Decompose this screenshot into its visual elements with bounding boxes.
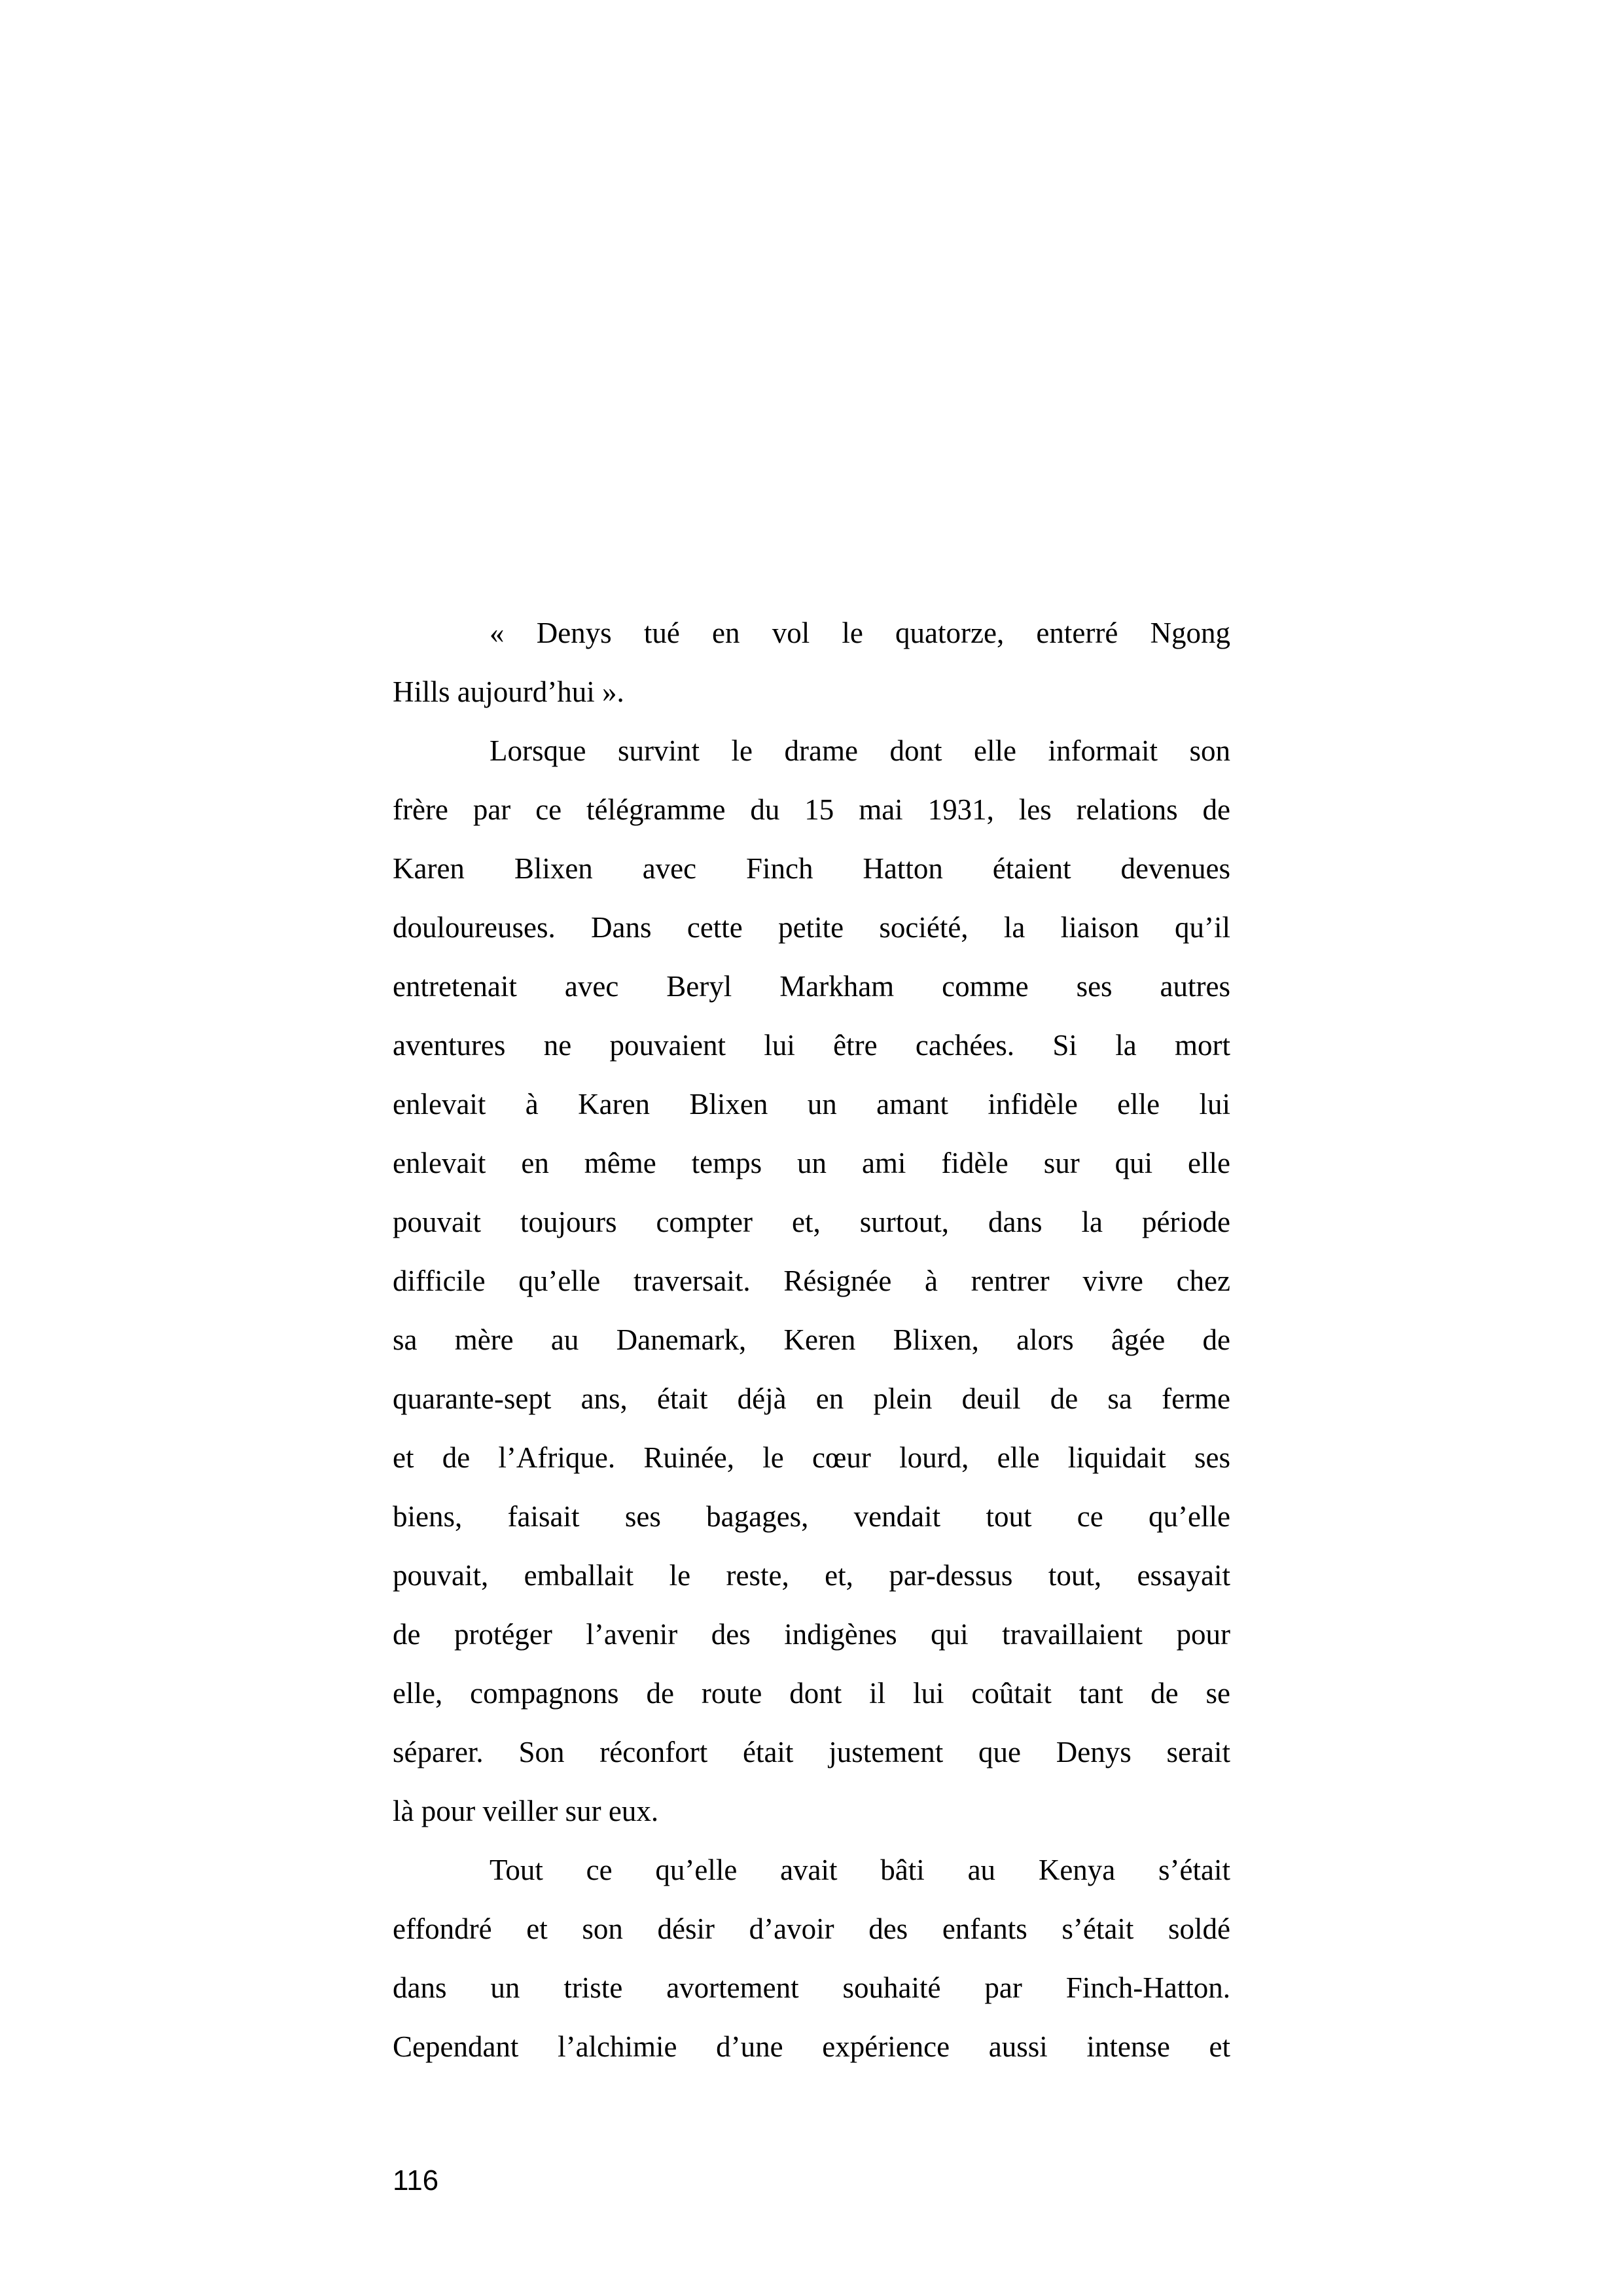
text-line: entretenait avec Beryl Markham comme ses autres bbox=[393, 970, 1230, 1003]
text-line: difficile qu’elle traversait. Résignée à rentrer vivre chez bbox=[393, 1265, 1230, 1297]
text-line: Cependant l’alchimie d’une expérience aussi intense et bbox=[393, 2030, 1230, 2063]
text-line: Karen Blixen avec Finch Hatton étaient devenues bbox=[393, 852, 1230, 885]
page-number: 116 bbox=[393, 2164, 439, 2197]
text-line: Hills aujourd’hui ». bbox=[393, 675, 624, 708]
body-text-block bbox=[393, 603, 1230, 2076]
text-line: frère par ce télégramme du 15 mai 1931, les relations de bbox=[393, 793, 1230, 826]
text-line: sa mère au Danemark, Keren Blixen, alors âgée de bbox=[393, 1323, 1230, 1356]
text-line: Lorsque survint le drame dont elle informait son bbox=[490, 734, 1230, 767]
text-line: pouvait toujours compter et, surtout, dans la période bbox=[393, 1206, 1230, 1238]
text-line: et de l’Afrique. Ruinée, le cœur lourd, elle liquidait ses bbox=[393, 1441, 1230, 1474]
text-line: Tout ce qu’elle avait bâti au Kenya s’était bbox=[490, 1854, 1230, 1886]
text-line: « Denys tué en vol le quatorze, enterré Ngong bbox=[490, 617, 1230, 649]
text-line: biens, faisait ses bagages, vendait tout ce qu’elle bbox=[393, 1500, 1230, 1533]
text-line: douloureuses. Dans cette petite société, la liaison qu’il bbox=[393, 911, 1230, 944]
text-line: aventures ne pouvaient lui être cachées. Si la mort bbox=[393, 1029, 1230, 1062]
text-line: dans un triste avortement souhaité par Finch-Hatton. bbox=[393, 1971, 1230, 2004]
text-line: elle, compagnons de route dont il lui coûtait tant de se bbox=[393, 1677, 1230, 1710]
text-line: là pour veiller sur eux. bbox=[393, 1795, 659, 1827]
text-line: séparer. Son réconfort était justement que Denys serait bbox=[393, 1736, 1230, 1768]
text-line: enlevait en même temps un ami fidèle sur qui elle bbox=[393, 1147, 1230, 1179]
text-line: de protéger l’avenir des indigènes qui travaillaient pour bbox=[393, 1618, 1230, 1651]
text-line: quarante-sept ans, était déjà en plein deuil de sa ferme bbox=[393, 1382, 1230, 1415]
text-line: enlevait à Karen Blixen un amant infidèle elle lui bbox=[393, 1088, 1230, 1121]
text-line: pouvait, emballait le reste, et, par-dessus tout, essayait bbox=[393, 1559, 1230, 1592]
text-line: effondré et son désir d’avoir des enfants s’était soldé bbox=[393, 1912, 1230, 1945]
